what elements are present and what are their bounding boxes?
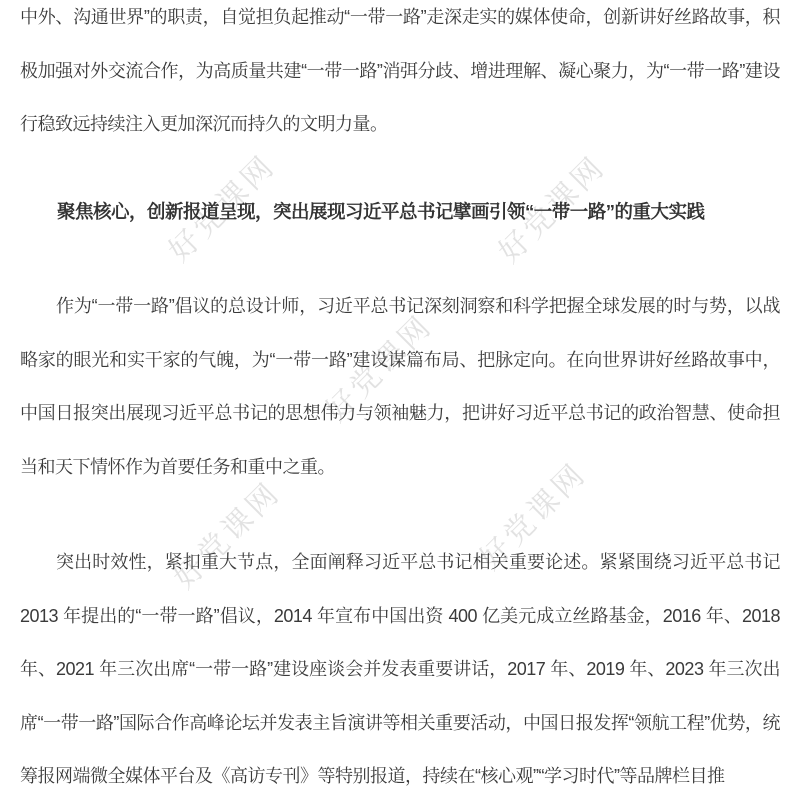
- paragraph-continuation: 中外、沟通世界”的职责，自觉担负起推动“一带一路”走深走实的媒体使命，创新讲好丝路故事，积极加强对外交流合作，为高质量共建“一带一路”消弭分歧、增进理解、凝心聚力，为“一带一路”建设行稳致远持续注入更加深沉而持久的文明力量。: [20, 7, 780, 134]
- watermark: 好党课网: [167, 475, 288, 596]
- watermark: 好党课网: [473, 456, 594, 577]
- watermark: 好党课网: [319, 308, 440, 429]
- watermark: 好党课网: [162, 148, 283, 269]
- paragraph-overview: 作为“一带一路”倡议的总设计师，习近平总书记深刻洞察和科学把握全球发展的时与势，以战略家的眼光和实干家的气魄，为“一带一路”建设谋篇布局、把脉定向。在向世界讲好丝路故事中，中国日报突出展现习近平总书记的思想伟力与领袖魅力，把讲好习近平总书记的政治智慧、使命担当和天下情怀作为首要任务和重中之重。: [20, 296, 780, 477]
- section-heading: 聚焦核心，创新报道呈现，突出展现习近平总书记擘画引领“一带一路”的重大实践: [57, 200, 705, 222]
- watermark: 好党课网: [492, 149, 613, 270]
- paragraph-timeline: 突出时效性，紧扣重大节点，全面阐释习近平总书记相关重要论述。紧紧围绕习近平总书记 2013 年提出的“一带一路”倡议，2014 年宣布中国出资 400 亿美元成立丝路基金，2016 年、2018 年、2021 年三次出席“一带一路”建设座谈会并发表重要讲话，2017 年、2019 年、2023 年三次出席“一带一路”国际合作高峰论坛并发表主旨演讲等相关重要活动，中国日报发挥“领航工程”优势，统筹报网端微全媒体平台及《高访专刊》等特别报道，持续在“核心观”“学习时代”等品牌栏目推: [20, 552, 780, 786]
